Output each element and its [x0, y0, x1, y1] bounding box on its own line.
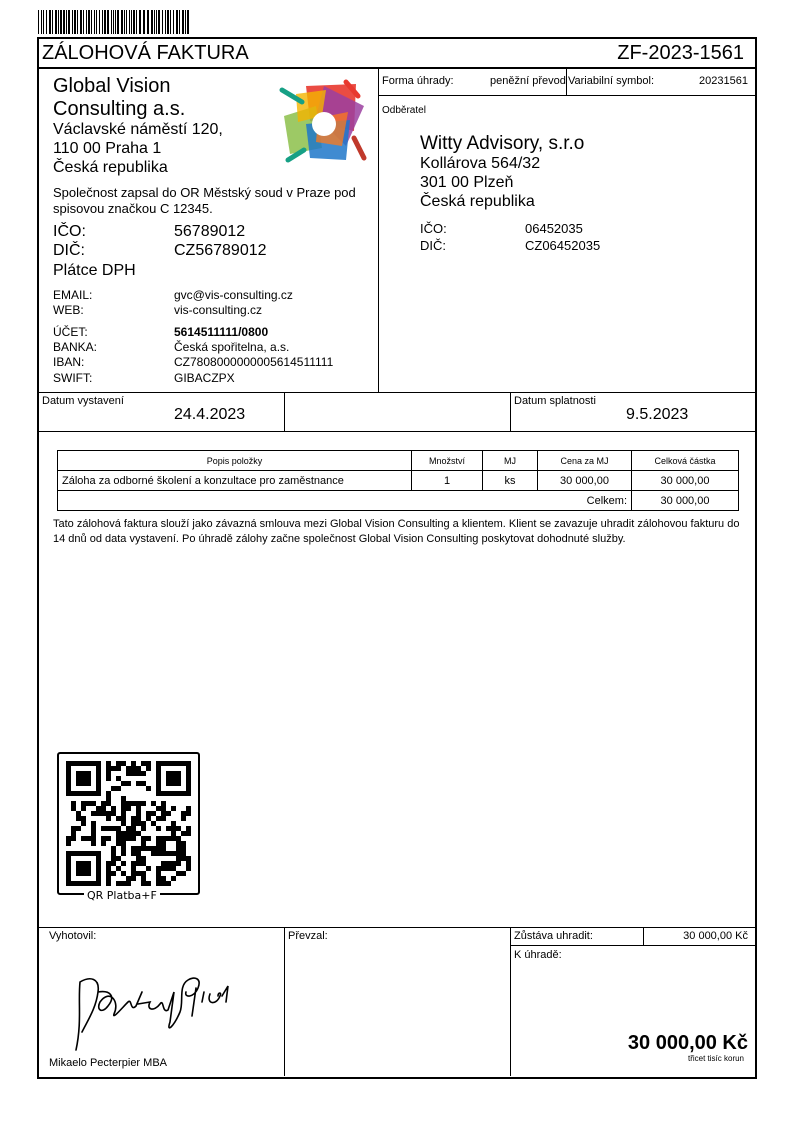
- items-header-row: [58, 451, 739, 471]
- dates-divider-1: [284, 392, 285, 431]
- dates-bottom-divider: [37, 431, 755, 432]
- customer-section-label: Odběratel: [382, 105, 426, 116]
- footer-divider-1: [284, 927, 285, 1076]
- customer-country: Česká republika: [420, 193, 535, 210]
- bank-name: Česká spořitelna, a.s.: [174, 340, 290, 354]
- supplier-country: Česká republika: [53, 159, 168, 176]
- vat-payer: Plátce DPH: [53, 262, 136, 279]
- remaining-amount: 30 000,00 Kč: [683, 930, 748, 942]
- customer-dic-label: DIČ:: [420, 238, 446, 253]
- barcode: [38, 10, 190, 34]
- signature: [70, 962, 250, 1052]
- supplier-dic-label: DIČ:: [53, 242, 85, 259]
- issue-date: 24.4.2023: [174, 406, 246, 423]
- swift-label: SWIFT:: [53, 371, 93, 385]
- supplier-dic: CZ56789012: [174, 242, 267, 259]
- qr-matrix: [66, 761, 191, 886]
- supplier-street: Václavské náměstí 120,: [53, 121, 223, 138]
- customer-street: Kollárova 564/32: [420, 155, 541, 172]
- remaining-row-divider: [510, 945, 755, 946]
- item-unit-price: 30 000,00: [538, 471, 632, 491]
- web-link[interactable]: vis-consulting.cz: [174, 303, 263, 317]
- supplier-ico-label: IČO:: [53, 223, 86, 240]
- item-total: 30 000,00: [632, 471, 739, 491]
- dates-divider-2: [510, 392, 511, 431]
- col-quantity: Množství: [412, 451, 483, 471]
- invoice-number: ZF-2023-1561: [617, 42, 744, 64]
- iban-label: IBAN:: [53, 355, 85, 369]
- item-description: Záloha za odborné školení a konzultace pro zaměstnance: [58, 471, 412, 491]
- items-total-row: [58, 491, 739, 511]
- items-total-label: Celkem:: [58, 491, 632, 511]
- supplier-city: 110 00 Praha 1: [53, 140, 162, 157]
- supplier-name-2: Consulting a.s.: [53, 98, 186, 120]
- invoice-note: Tato zálohová faktura slouží jako závazná smlouva mezi Global Vision Consulting a klientem. Klient se zavazuje uhradit zálohovou fakturu do 14 dnů od data vystavení. Po úhradě zálohy začne společnost Global Vision Consulting poskytovat dohodnuté služby.: [53, 518, 740, 545]
- customer-name: Witty Advisory, s.r.o: [420, 133, 585, 154]
- footer-divider-2: [510, 927, 511, 1076]
- issued-by-name: Mikaelo Pecterpier MBA: [49, 1057, 167, 1069]
- due-date-label: Datum splatnosti: [514, 395, 596, 407]
- due-date: 9.5.2023: [626, 406, 689, 423]
- issued-by-label: Vyhotovil:: [49, 930, 97, 942]
- dates-top-divider: [37, 392, 755, 393]
- item-unit: ks: [483, 471, 538, 491]
- account-number: 5614511111/0800: [174, 325, 269, 339]
- customer-city: 301 00 Plzeň: [420, 174, 514, 191]
- customer-ico: 06452035: [525, 221, 583, 236]
- item-quantity: 1: [412, 471, 483, 491]
- customer-ico-label: IČO:: [420, 221, 447, 236]
- col-description: Popis položky: [58, 451, 412, 471]
- email-label: EMAIL:: [53, 288, 93, 302]
- variable-symbol-label: Variabilní symbol:: [568, 75, 654, 87]
- payment-form-label: Forma úhrady:: [382, 75, 454, 87]
- iban: CZ7808000000005614511111: [174, 355, 334, 369]
- web-label: WEB:: [53, 303, 84, 317]
- supplier-register-note: Společnost zapsal do OR Městský soud v Praze pod spisovou značkou C 12345.: [53, 185, 356, 216]
- bank-label: BANKA:: [53, 340, 98, 354]
- col-unit-price: Cena za MJ: [538, 451, 632, 471]
- col-total: Celková částka: [632, 451, 739, 471]
- qr-caption: QR Platba+F: [84, 889, 160, 902]
- email-link[interactable]: gvc@vis-consulting.cz: [174, 288, 293, 302]
- title-divider: [37, 67, 757, 69]
- to-pay-amount: 30 000,00 Kč: [627, 1032, 748, 1054]
- items-total: 30 000,00: [632, 491, 739, 511]
- col-unit: MJ: [483, 451, 538, 471]
- payment-row-divider: [378, 95, 755, 96]
- payment-col-divider: [566, 69, 567, 95]
- supplier-column-divider: [378, 69, 379, 392]
- variable-symbol: 20231561: [699, 75, 748, 87]
- issue-date-label: Datum vystavení: [42, 395, 124, 407]
- swift: GIBACZPX: [174, 371, 235, 385]
- remaining-label: Zůstáva uhradit:: [514, 930, 593, 942]
- items-table: [57, 450, 739, 511]
- footer-top-divider: [37, 927, 755, 928]
- table-row: [58, 471, 739, 491]
- payment-form: peněžní převod: [490, 75, 566, 87]
- remaining-col-divider: [643, 927, 644, 945]
- account-label: ÚČET:: [53, 325, 88, 339]
- qr-payment-code: [57, 752, 200, 895]
- customer-dic: CZ06452035: [525, 238, 601, 253]
- supplier-name-1: Global Vision: [53, 75, 171, 97]
- company-logo: [276, 76, 368, 168]
- received-by-label: Převzal:: [288, 930, 328, 942]
- supplier-ico: 56789012: [174, 223, 246, 240]
- to-pay-label: K úhradě:: [514, 949, 562, 961]
- document-title: ZÁLOHOVÁ FAKTURA: [42, 42, 249, 64]
- to-pay-words: třicet tisíc korun: [687, 1054, 744, 1063]
